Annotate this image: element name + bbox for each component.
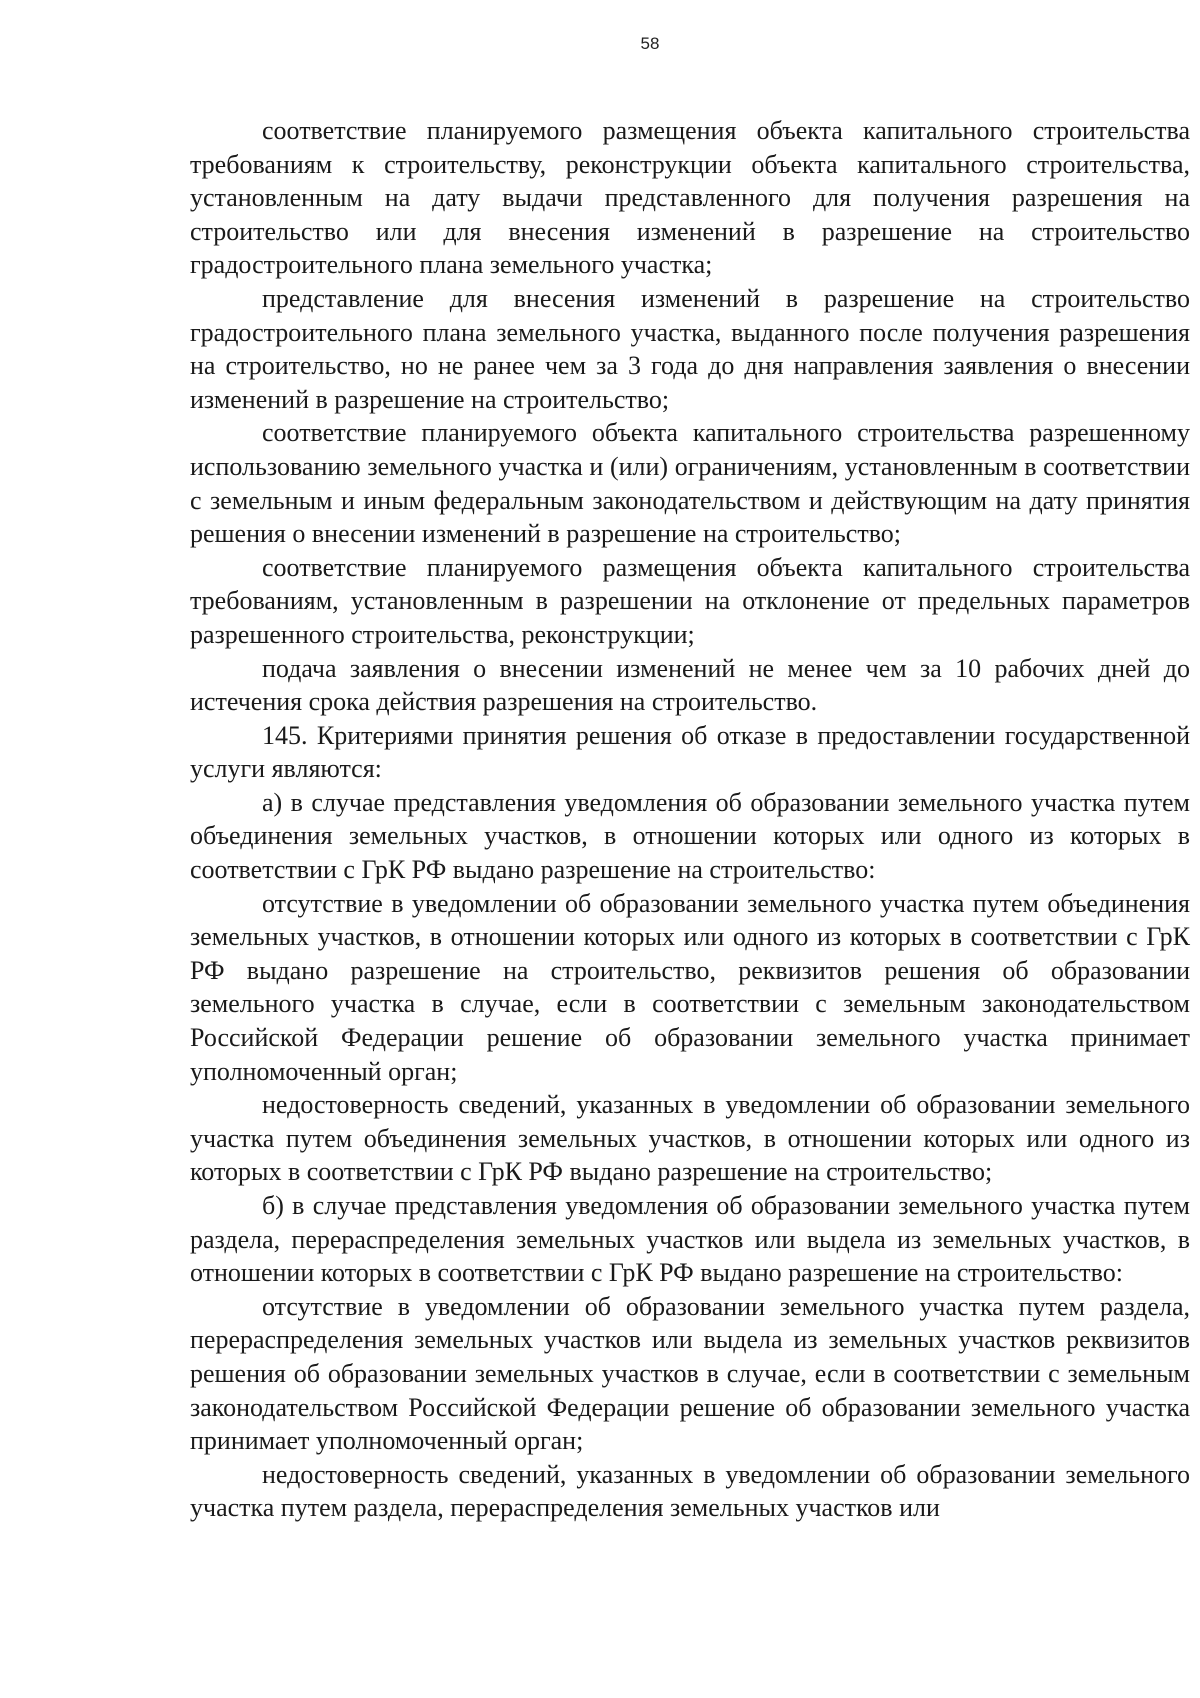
paragraph: соответствие планируемого размещения объекта капитального строительства требованиям к строительству, реконструкции объекта капитального строительства, установленным на дату выдачи представленного для получения разрешения на строительство или для внесения изменений в разрешение на строительство градостроительного плана земельного участка; [190, 116, 1190, 280]
paragraph: недостоверность сведений, указанных в уведомлении об образовании земельного участка путем объединения земельных участков, в отношении которых или одного из которых в соответствии с ГрК РФ выдано разрешение на строительство; [190, 1090, 1190, 1187]
paragraph: соответствие планируемого размещения объекта капитального строительства требованиям, установленным в разрешении на отклонение от предельных параметров разрешенного строительства, реконструкции; [190, 552, 1190, 649]
paragraph: 145. Критериями принятия решения об отказе в предоставлении государственной услуги являются: [190, 720, 1190, 784]
document-body [190, 114, 1190, 1525]
paragraph: соответствие планируемого объекта капитального строительства разрешенному использованию земельного участка и (или) ограничениям, установленным в соответствии с земельным и иным федеральным законодательством и действующим на дату принятия решения о внесении изменений в разрешение на строительство; [190, 418, 1190, 549]
paragraph: отсутствие в уведомлении об образовании земельного участка путем объединения земельных участков, в отношении которых или одного из которых в соответствии с ГрК РФ выдано разрешение на строительство, реквизитов решения об образовании земельного участка в случае, если в соответствии с земельным законодательством Российской Федерации решение об образовании земельного участка принимает уполномоченный орган; [190, 888, 1190, 1086]
paragraph: недостоверность сведений, указанных в уведомлении об образовании земельного участка путем раздела, перераспределения земельных участков или [190, 1459, 1190, 1523]
paragraph: подача заявления о внесении изменений не менее чем за 10 рабочих дней до истечения срока действия разрешения на строительство. [190, 653, 1190, 717]
paragraph: отсутствие в уведомлении об образовании земельного участка путем раздела, перераспределения земельных участков или выдела из земельных участков реквизитов решения об образовании земельных участков в случае, если в соответствии с земельным законодательством Российской Федерации решение об образовании земельного участка принимает уполномоченный орган; [190, 1291, 1190, 1456]
paragraph: б) в случае представления уведомления об образовании земельного участка путем раздела, перераспределения земельных участков или выдела из земельных участков, в отношении которых в соответствии с ГрК РФ выдано разрешение на строительство: [190, 1191, 1190, 1288]
paragraph: а) в случае представления уведомления об образовании земельного участка путем объединения земельных участков, в отношении которых или одного из которых в соответствии с ГрК РФ выдано разрешение на строительство: [190, 787, 1190, 885]
page-number: 58 [640, 34, 660, 53]
paragraph: представление для внесения изменений в разрешение на строительство градостроительного плана земельного участка, выданного после получения разрешения на строительство, но не ранее чем за 3 года до дня направления заявления о внесении изменений в разрешение на строительство; [190, 283, 1190, 414]
